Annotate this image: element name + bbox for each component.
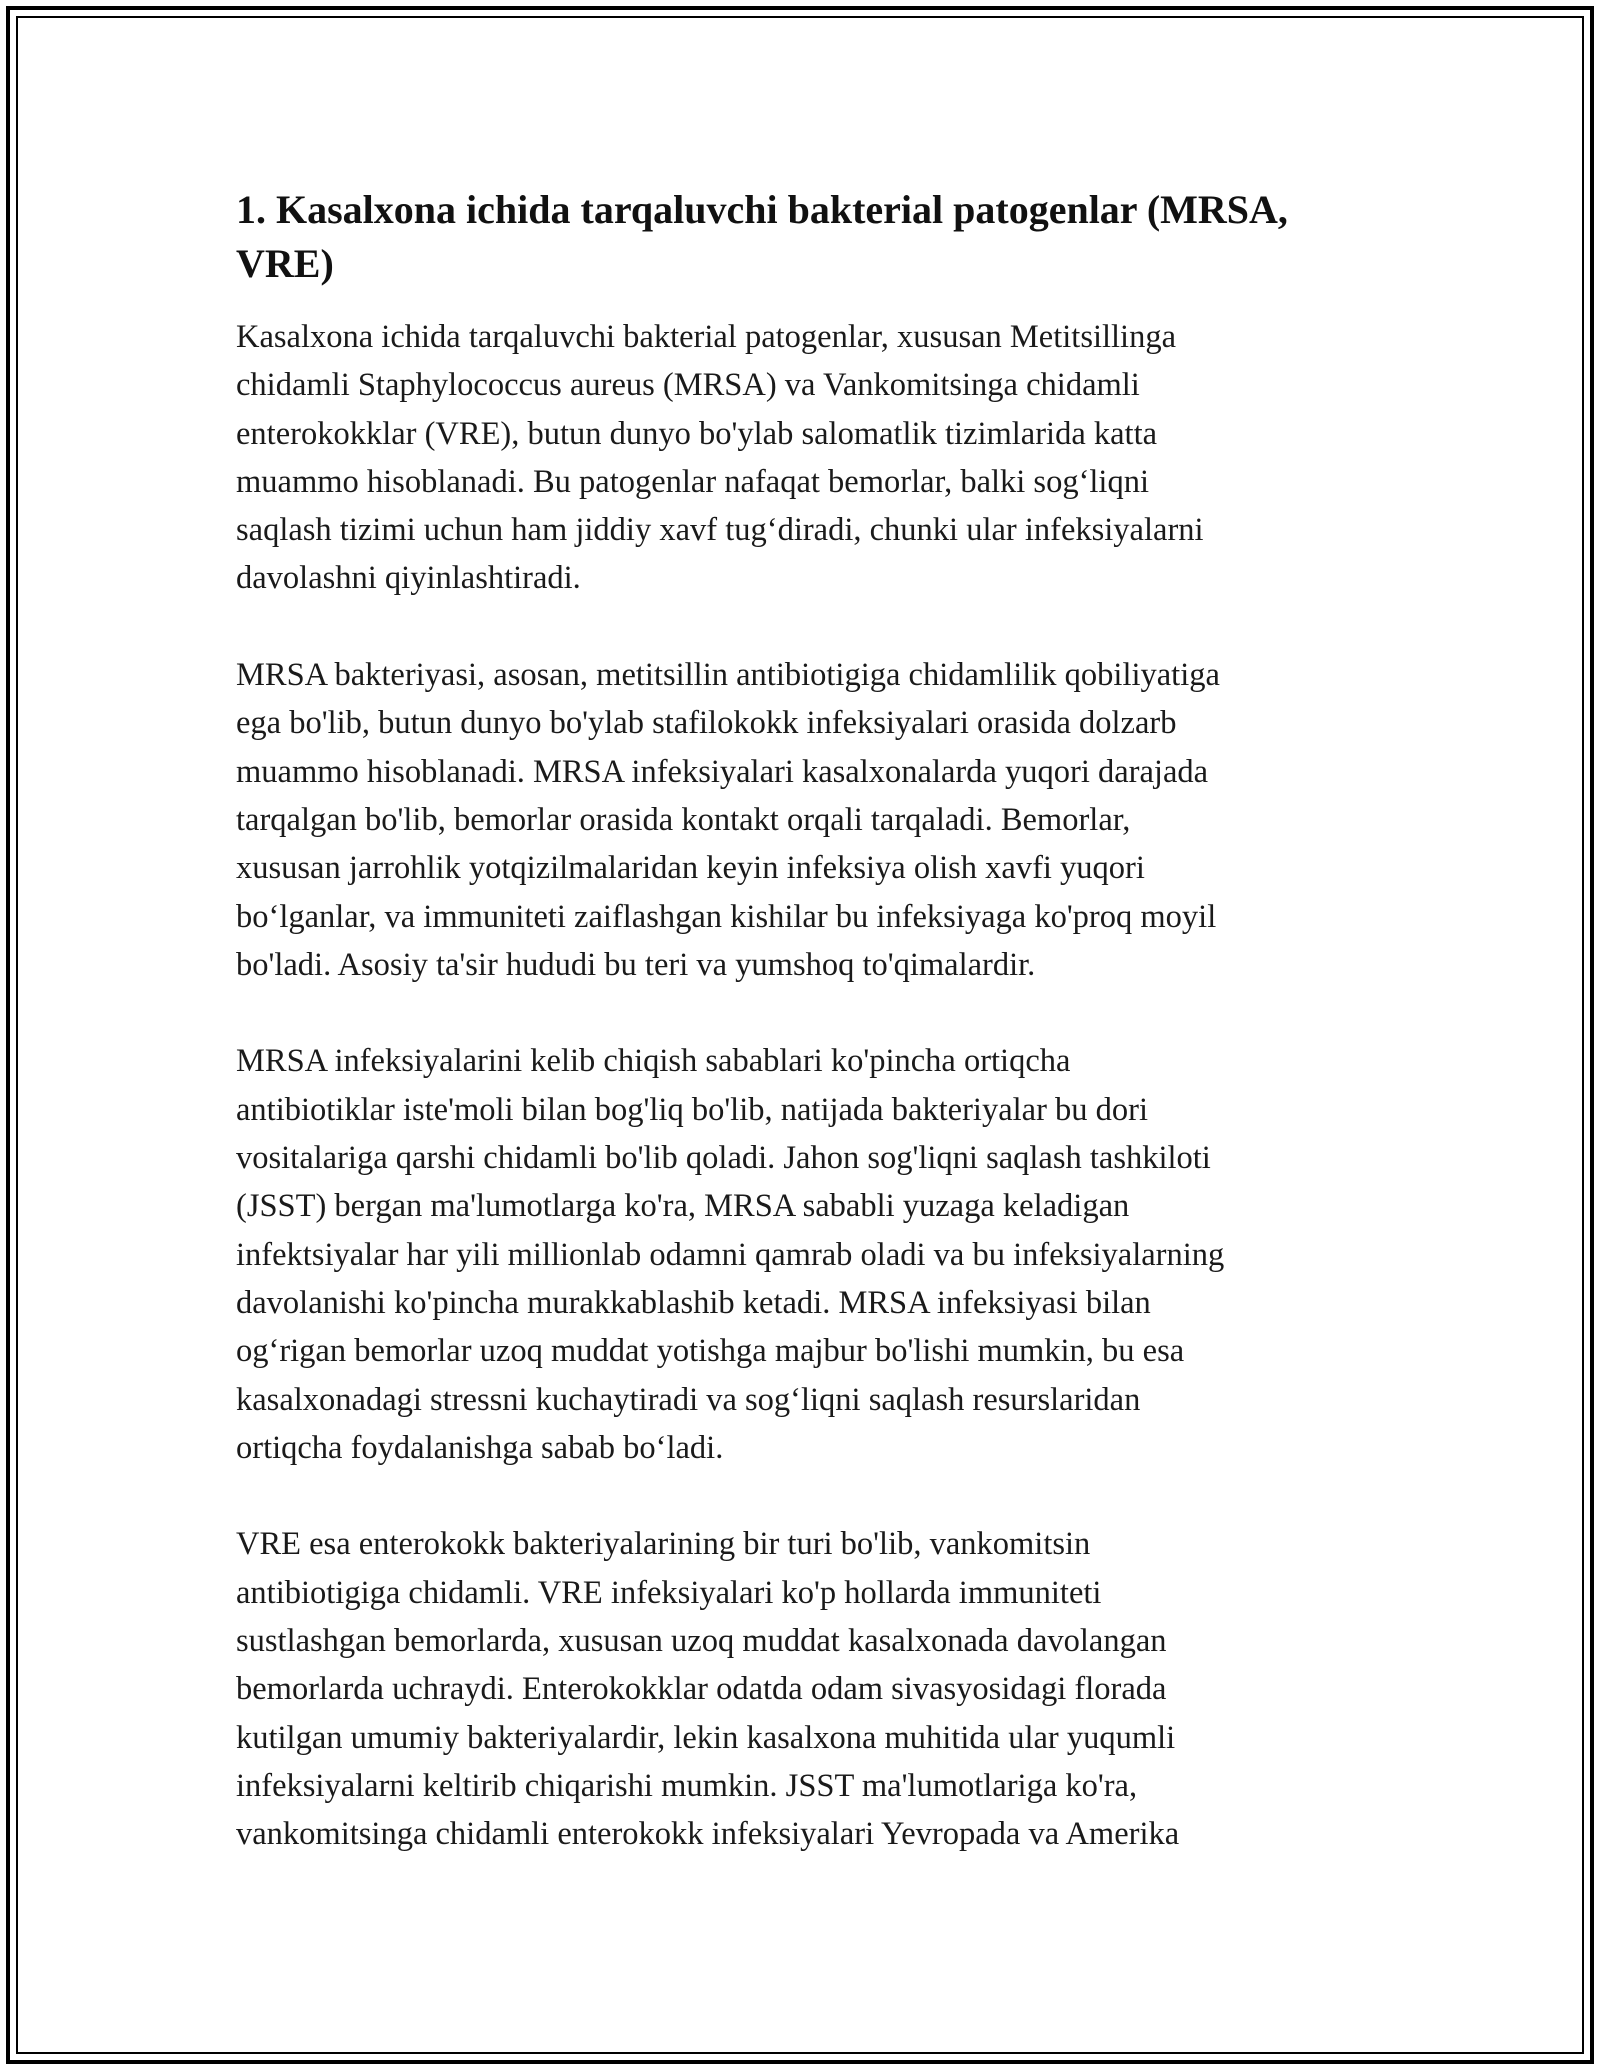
text-line: og‘rigan bemorlar uzoq muddat yotishga majbur bo'lishi mumkin, bu esa bbox=[236, 1333, 1185, 1370]
text-line: antibiotiklar iste'moli bilan bog'liq bo'lib, natijada bakteriyalar bu dori bbox=[236, 1091, 1149, 1128]
text-line: kasalxonadagi stressni kuchaytiradi va sog‘liqni saqlash resurslaridan bbox=[236, 1381, 1141, 1418]
text-line: infeksiyalarni keltirib chiqarishi mumkin. JSST ma'lumotlariga ko'ra, bbox=[236, 1767, 1138, 1804]
heading-line: VRE) bbox=[236, 241, 334, 286]
text-line: muammo hisoblanadi. MRSA infeksiyalari kasalxonalarda yuqori darajada bbox=[236, 753, 1209, 790]
text-line: Kasalxona ichida tarqaluvchi bakterial patogenlar, xususan Metitsillinga bbox=[236, 319, 1177, 355]
text-line: davolanishi ko'pincha murakkablashib ketadi. MRSA infeksiyasi bilan bbox=[236, 1284, 1151, 1321]
text-line: xususan jarrohlik yotqizilmalaridan keyin infeksiya olish xavfi yuqori bbox=[236, 850, 1145, 887]
text-line: (JSST) bergan ma'lumotlarga ko'ra, MRSA sababli yuzaga keladigan bbox=[236, 1188, 1130, 1225]
document-page bbox=[236, 183, 1356, 1907]
text-line: kutilgan umumiy bakteriyalardir, lekin kasalxona muhitida ular yuqumli bbox=[236, 1719, 1176, 1756]
text-line: VRE esa enterokokk bakteriyalarining bir turi bo'lib, vankomitsin bbox=[236, 1526, 1091, 1563]
text-line: ega bo'lib, butun dunyo bo'ylab stafilokokk infeksiyalari orasida dolzarb bbox=[236, 705, 1177, 742]
text-line: enterokokklar (VRE), butun dunyo bo'ylab salomatlik tizimlarida katta bbox=[236, 415, 1158, 452]
paragraph-vre bbox=[236, 1520, 1356, 1858]
text-line: bo'ladi. Asosiy ta'sir hududi bu teri va yumshoq to'qimalardir. bbox=[236, 946, 1036, 983]
heading-line: 1. Kasalxona ichida tarqaluvchi bakterial patogenlar (MRSA, bbox=[236, 187, 1288, 232]
text-line: muammo hisoblanadi. Bu patogenlar nafaqat bemorlar, balki sog‘liqni bbox=[236, 463, 1149, 500]
text-line: vositalariga qarshi chidamli bo'lib qoladi. Jahon sog'liqni saqlash tashkiloti bbox=[236, 1140, 1211, 1177]
text-line: sustlashgan bemorlarda, xususan uzoq muddat kasalxonada davolangan bbox=[236, 1623, 1167, 1660]
text-line: antibiotigiga chidamli. VRE infeksiyalari ko'p hollarda immuniteti bbox=[236, 1574, 1102, 1611]
text-line: tarqalgan bo'lib, bemorlar orasida kontakt orqali tarqaladi. Bemorlar, bbox=[236, 801, 1131, 838]
paragraph-mrsa-causes bbox=[236, 1037, 1356, 1472]
section-heading bbox=[236, 183, 1356, 291]
text-line: vankomitsinga chidamli enterokokk infeksiyalari Yevropada va Amerika bbox=[236, 1816, 1180, 1853]
paragraph-intro bbox=[236, 313, 1356, 603]
text-line: bo‘lganlar, va immuniteti zaiflashgan kishilar bu infeksiyaga ko'proq moyil bbox=[236, 898, 1217, 935]
text-line: davolashni qiyinlashtiradi. bbox=[236, 560, 581, 597]
paragraph-mrsa-overview bbox=[236, 651, 1356, 989]
text-line: bemorlarda uchraydi. Enterokokklar odatda odam sivasyosidagi florada bbox=[236, 1671, 1167, 1708]
text-line: ortiqcha foydalanishga sabab bo‘ladi. bbox=[236, 1429, 724, 1466]
text-line: infektsiyalar har yili millionlab odamni qamrab oladi va bu infeksiyalarning bbox=[236, 1236, 1225, 1273]
text-line: MRSA bakteriyasi, asosan, metitsillin antibiotigiga chidamlilik qobiliyatiga bbox=[236, 657, 1220, 694]
text-line: chidamli Staphylococcus aureus (MRSA) va Vankomitsinga chidamli bbox=[236, 367, 1140, 404]
text-line: saqlash tizimi uchun ham jiddiy xavf tug‘diradi, chunki ular infeksiyalarni bbox=[236, 512, 1204, 549]
text-line: MRSA infeksiyalarini kelib chiqish sabablari ko'pincha ortiqcha bbox=[236, 1043, 1071, 1080]
